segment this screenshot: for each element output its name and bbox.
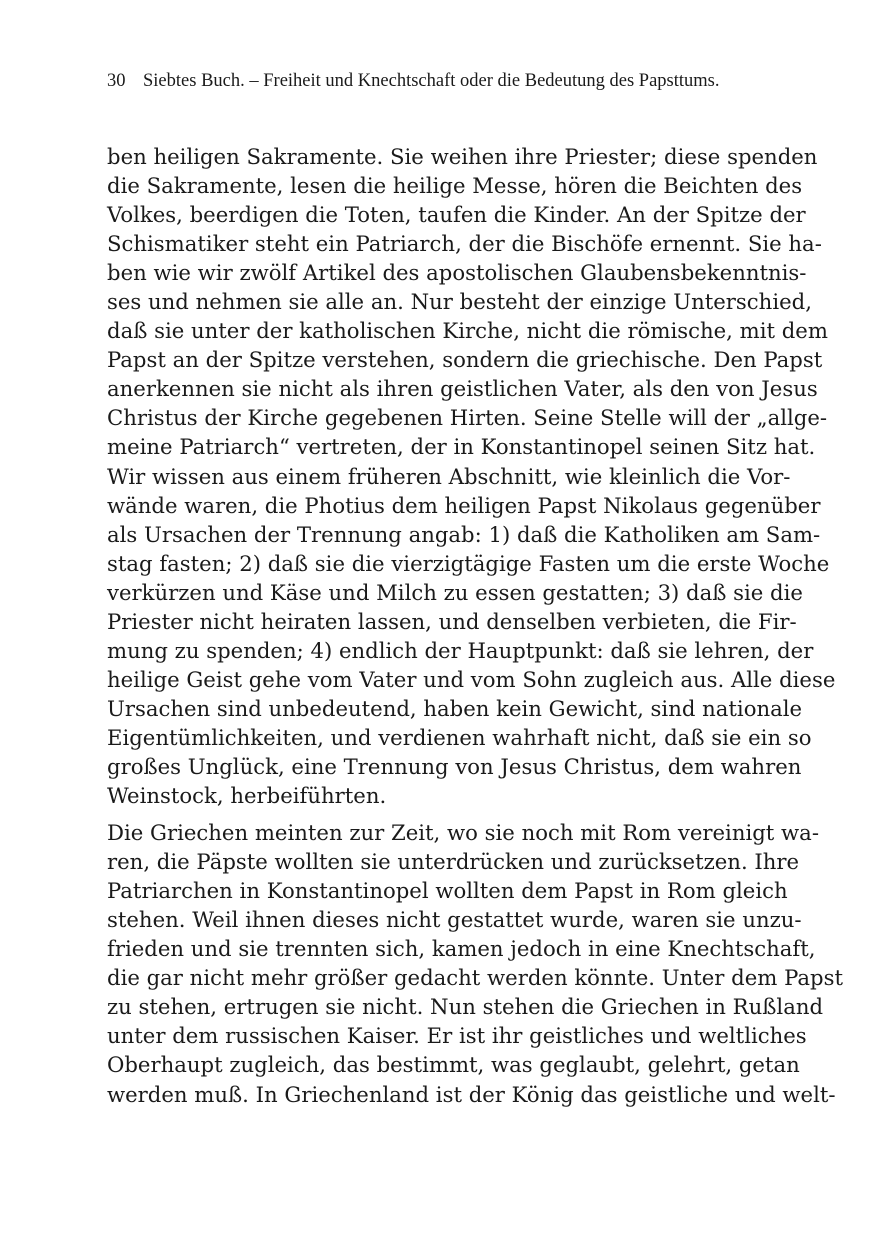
text-line: werden muß. In Griechenland ist der König das geistliche und welt- <box>107 1081 836 1107</box>
text-line: daß sie unter der katholischen Kirche, nicht die römische, mit dem <box>107 318 828 344</box>
text-line: Eigentümlichkeiten, und verdienen wahrhaft nicht, daß sie ein so <box>107 724 812 750</box>
text-line: großes Unglück, eine Trennung von Jesus Christus, dem wahren <box>107 753 802 779</box>
text-line: die Sakramente, lesen die heilige Messe, hören die Beichten des <box>107 173 803 199</box>
text-line: Papst an der Spitze verstehen, sondern die griechische. Den Papst <box>107 347 823 373</box>
text-line: verkürzen und Käse und Milch zu essen gestatten; 3) daß sie die <box>107 579 803 605</box>
text-line: ren, die Päpste wollten sie unterdrücken und zurücksetzen. Ihre <box>107 849 800 875</box>
text-line: als Ursachen der Trennung angab: 1) daß die Katholiken am Sam- <box>107 521 821 547</box>
text-line: ses und nehmen sie alle an. Nur besteht der einzige Unterschied, <box>107 289 812 315</box>
text-line: stehen. Weil ihnen dieses nicht gestattet wurde, waren sie unzu- <box>107 907 802 933</box>
text-line: Schismatiker steht ein Patriarch, der die Bischöfe ernennt. Sie ha- <box>107 231 822 257</box>
text-line: Patriarchen in Konstantinopel wollten dem Papst in Rom gleich <box>107 878 788 904</box>
running-header <box>107 70 787 92</box>
text-line: Volkes, beerdigen die Toten, taufen die Kinder. An der Spitze der <box>107 202 806 228</box>
text-line: Weinstock, herbeiführten. <box>107 783 387 809</box>
text-line: Wir wissen aus einem früheren Abschnitt, wie kleinlich die Vor- <box>107 463 791 489</box>
text-line: zu stehen, ertrugen sie nicht. Nun stehen die Griechen in Rußland <box>107 994 824 1020</box>
text-line: unter dem russischen Kaiser. Er ist ihr geistliches und weltliches <box>107 1023 807 1049</box>
text-line: Priester nicht heiraten lassen, und denselben verbieten, die Fir- <box>107 608 797 634</box>
text-line: Die Griechen meinten zur Zeit, wo sie noch mit Rom vereinigt wa- <box>107 820 819 846</box>
paragraph-2 <box>107 818 843 1108</box>
text-line: ben wie wir zwölf Artikel des apostolischen Glaubensbekenntnis- <box>107 260 807 286</box>
paragraph-1 <box>107 142 836 810</box>
text-line: heilige Geist gehe vom Vater und vom Sohn zugleich aus. Alle diese <box>107 666 836 692</box>
body-text <box>107 142 843 1109</box>
text-line: Ursachen sind unbedeutend, haben kein Gewicht, sind nationale <box>107 695 803 721</box>
text-line: Christus der Kirche gegebenen Hirten. Seine Stelle will der „allge- <box>107 405 828 431</box>
text-line: ben heiligen Sakramente. Sie weihen ihre Priester; diese spenden <box>107 144 818 169</box>
text-line: die gar nicht mehr größer gedacht werden könnte. Unter dem Papst <box>107 965 843 991</box>
text-line: frieden und sie trennten sich, kamen jedoch in eine Knechtschaft, <box>107 936 816 962</box>
text-line: anerkennen sie nicht als ihren geistlichen Vater, als den von Jesus <box>107 376 818 402</box>
page-number: 30 <box>107 71 126 91</box>
text-line: wände waren, die Photius dem heiligen Papst Nikolaus gegenüber <box>107 492 821 518</box>
text-line: Oberhaupt zugleich, das bestimmt, was geglaubt, gelehrt, getan <box>107 1052 800 1078</box>
text-line: meine Patriarch“ vertreten, der in Konstantinopel seinen Sitz hat. <box>107 434 816 460</box>
text-line: stag fasten; 2) daß sie die vierzigtägige Fasten um die erste Woche <box>107 550 830 576</box>
text-line: mung zu spenden; 4) endlich der Hauptpunkt: daß sie lehren, der <box>107 637 814 663</box>
running-title: Siebtes Buch. – Freiheit und Knechtschaft oder die Bedeutung des Papsttums. <box>143 71 720 91</box>
